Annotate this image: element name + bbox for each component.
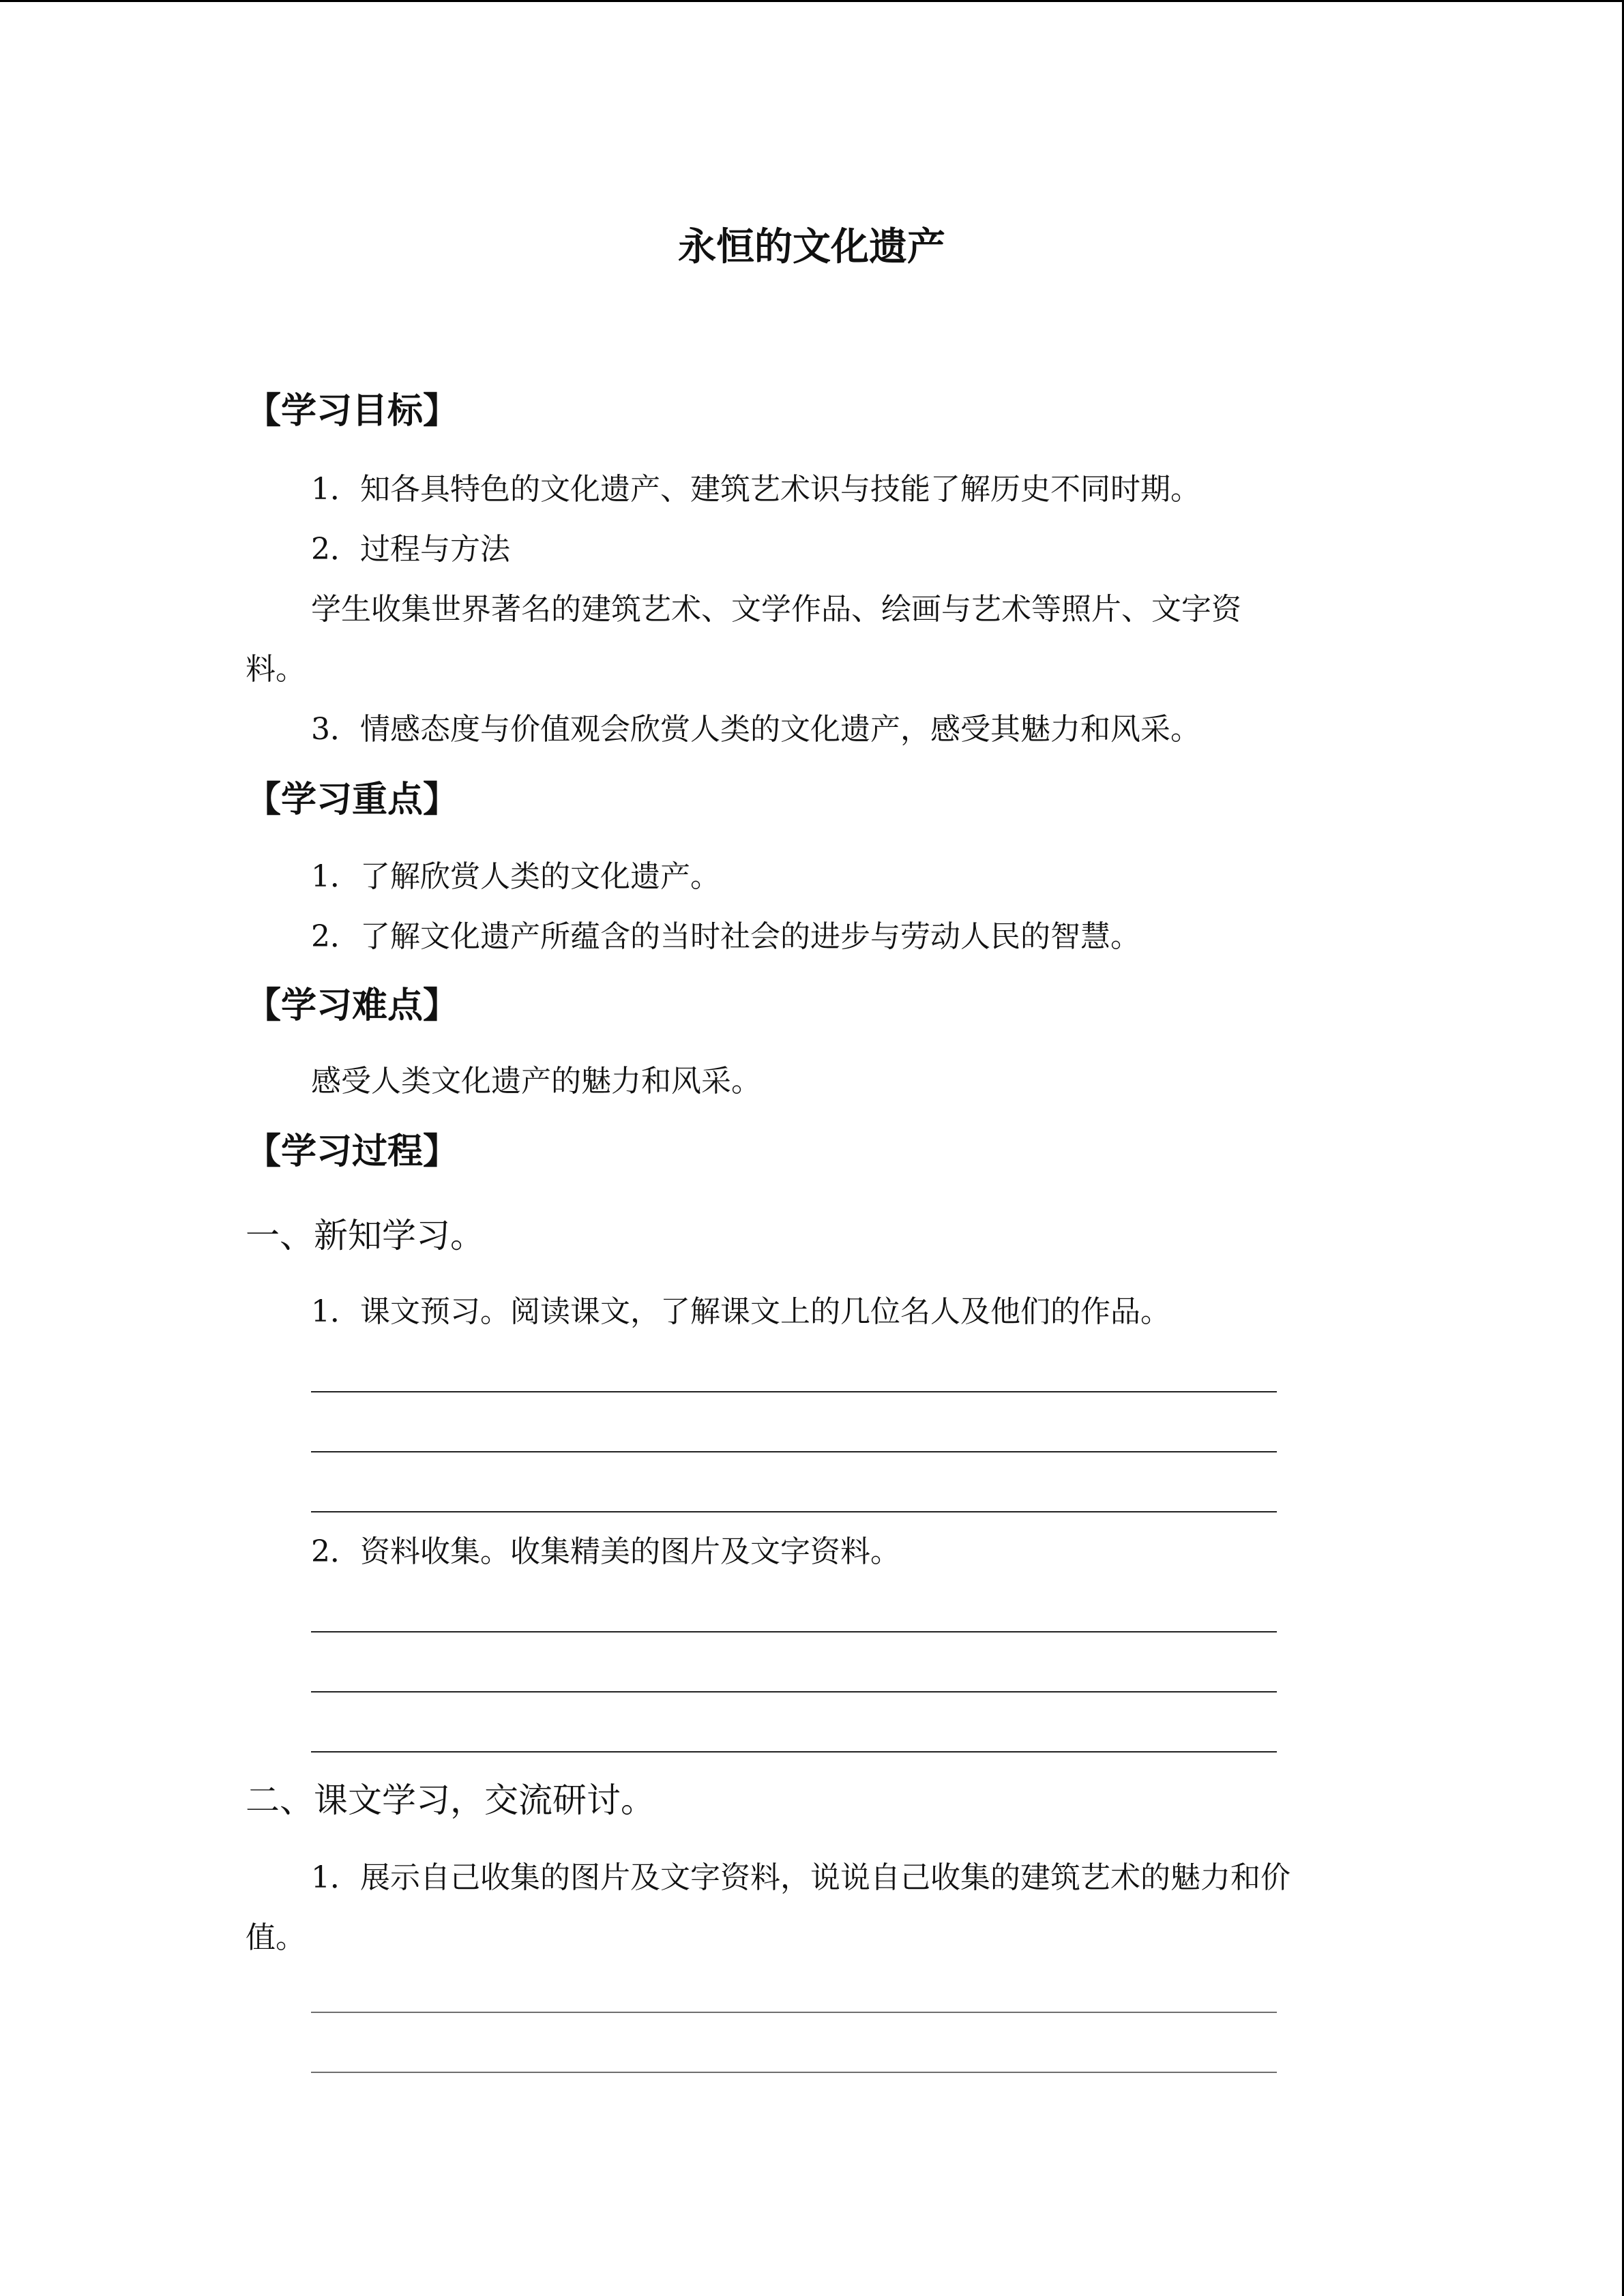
objective-item-2-text: 学生收集世界著名的建筑艺术、文学作品、绘画与艺术等照片、文字资	[311, 592, 1241, 627]
difficulty-text: 感受人类文化遗产的魅力和风采。	[311, 1064, 761, 1099]
answer-line	[311, 2072, 1277, 2073]
section-1-item-2: 2．资料收集。收集精美的图片及文字资料。	[311, 1534, 900, 1569]
heading-objectives: 【学习目标】	[246, 391, 459, 432]
answer-line	[311, 1451, 1277, 1452]
objective-item-1: 1．知各具特色的文化遗产、建筑艺术识与技能了解历史不同时期。	[311, 472, 1200, 507]
heading-key-points: 【学习重点】	[246, 779, 459, 820]
heading-difficulties: 【学习难点】	[246, 985, 459, 1026]
key-point-item-2: 2．了解文化遗产所蕴含的当时社会的进步与劳动人民的智慧。	[311, 919, 1140, 954]
section-2-title: 二、课文学习，交流研讨。	[246, 1780, 655, 1820]
answer-line	[311, 1391, 1277, 1392]
answer-line	[311, 2012, 1277, 2013]
answer-line	[311, 1751, 1277, 1753]
objective-item-2-text-cont: 料。	[246, 652, 306, 687]
section-1-item-1: 1．课文预习。阅读课文，了解课文上的几位名人及他们的作品。	[311, 1294, 1170, 1329]
answer-line	[311, 1691, 1277, 1693]
objective-item-2: 2．过程与方法	[311, 532, 510, 567]
heading-process: 【学习过程】	[246, 1131, 459, 1172]
answer-line	[311, 1631, 1277, 1632]
section-2-item-1: 1．展示自己收集的图片及文字资料，说说自己收集的建筑艺术的魅力和价	[311, 1860, 1290, 1895]
section-2-item-1-cont: 值。	[246, 1920, 306, 1955]
section-1-title: 一、新知学习。	[246, 1216, 484, 1255]
answer-line	[311, 1511, 1277, 1512]
objective-item-3: 3．情感态度与价值观会欣赏人类的文化遗产，感受其魅力和风采。	[311, 712, 1200, 747]
key-point-item-1: 1．了解欣赏人类的文化遗产。	[311, 859, 720, 894]
document-title: 永恒的文化遗产	[678, 225, 945, 269]
